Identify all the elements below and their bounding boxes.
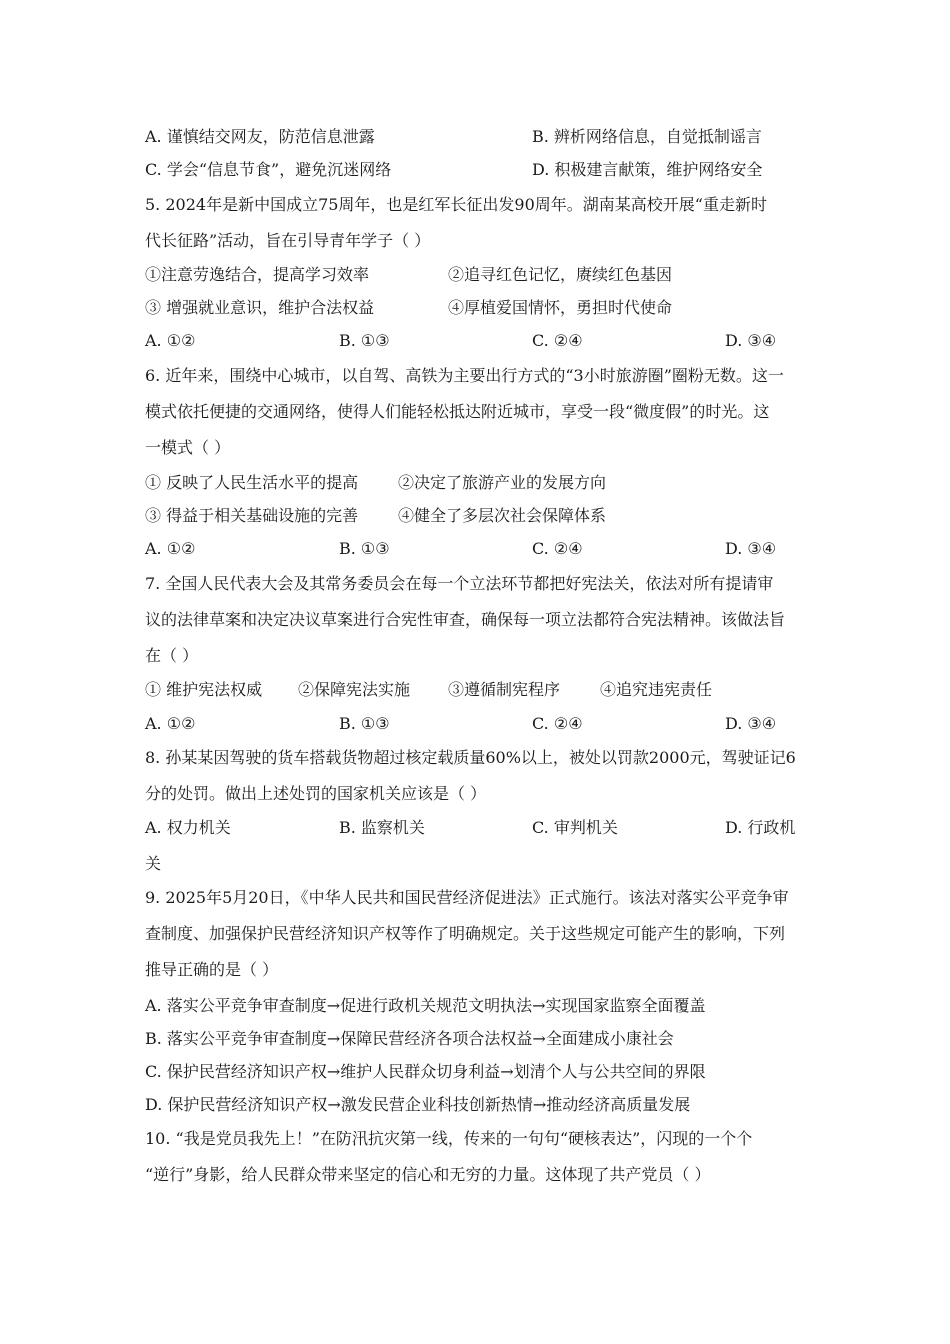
q5-option-a: A. ①②: [145, 331, 196, 350]
q8-stem-line-2: 分的处罚。做出上述处罚的国家机关应该是（ ）: [145, 784, 487, 803]
q8-stem-line-1: 8. 孙某某因驾驶的货车搭载货物超过核定载质量60%以上，被处以罚款2000元，驾驶证记6: [145, 748, 796, 767]
q10-stem-line-2: “逆行”身影，给人民群众带来坚定的信心和无穷的力量。这体现了共产党员（ ）: [145, 1165, 711, 1184]
q5-stem-line-1: 5. 2024年是新中国成立75周年，也是红军长征出发90周年。湖南某高校开展“重走新时: [145, 195, 767, 214]
q6-option-d: D. ③④: [725, 539, 777, 558]
q4-option-c: C. 学会“信息节食”，避免沉迷网络: [145, 160, 392, 179]
q9-stem-line-2: 查制度、加强保护民营经济知识产权等作了明确规定。关于这些规定可能产生的影响，下列: [145, 924, 786, 943]
q6-statement-4: ④健全了多层次社会保障体系: [398, 506, 607, 525]
q7-statement-4: ④追究违宪责任: [600, 680, 713, 699]
q7-option-c: C. ②④: [532, 714, 583, 733]
q7-statement-2: ②保障宪法实施: [298, 680, 411, 699]
q7-option-a: A. ①②: [145, 714, 196, 733]
q6-statement-1: ① 反映了人民生活水平的提高: [145, 473, 359, 492]
q6-stem-line-1: 6. 近年来，围绕中心城市，以自驾、高铁为主要出行方式的“3小时旅游圈”圈粉无数。这一: [145, 366, 784, 385]
q9-option-d: D. 保护民营经济知识产权→激发民营企业科技创新热情→推动经济高质量发展: [145, 1095, 691, 1114]
q9-option-a: A. 落实公平竞争审查制度→促进行政机关规范文明执法→实现国家监察全面覆盖: [145, 996, 706, 1015]
q7-option-b: B. ①③: [339, 714, 390, 733]
q5-option-c: C. ②④: [532, 331, 583, 350]
q9-option-b: B. 落实公平竞争审查制度→保障民营经济各项合法权益→全面建成小康社会: [145, 1029, 674, 1048]
q7-stem-line-2: 议的法律草案和决定决议草案进行合宪性审查，确保每一项立法都符合宪法精神。该做法旨: [145, 610, 786, 629]
q7-stem-line-1: 7. 全国人民代表大会及其常务委员会在每一个立法环节都把好宪法关，依法对所有提请审: [145, 574, 774, 593]
q5-statement-2: ②追寻红色记忆，赓续红色基因: [448, 265, 673, 284]
q6-stem-line-2: 模式依托便捷的交通网络，使得人们能轻松抵达附近城市，享受一段“微度假”的时光。这: [145, 402, 770, 421]
q4-option-d: D. 积极建言献策，维护网络安全: [532, 160, 763, 179]
q9-option-c: C. 保护民营经济知识产权→维护人民群众切身利益→划清个人与公共空间的界限: [145, 1062, 706, 1081]
q7-statement-1: ① 维护宪法权威: [145, 680, 263, 699]
q6-statement-3: ③ 得益于相关基础设施的完善: [145, 506, 359, 525]
q5-option-d: D. ③④: [725, 331, 777, 350]
q6-option-a: A. ①②: [145, 539, 196, 558]
q10-stem-line-1: 10. “我是党员我先上！”在防汛抗灾第一线，传来的一句句“硬核表达”，闪现的一个个: [145, 1129, 753, 1148]
q8-option-b: B. 监察机关: [339, 818, 425, 837]
q8-option-c: C. 审判机关: [532, 818, 618, 837]
q8-option-d: D. 行政机: [725, 818, 796, 837]
q5-statement-4: ④厚植爱国情怀，勇担时代使命: [448, 298, 673, 317]
q8-option-a: A. 权力机关: [145, 818, 231, 837]
q4-option-b: B. 辨析网络信息，自觉抵制谣言: [532, 127, 762, 146]
q4-option-a: A. 谨慎结交网友，防范信息泄露: [145, 127, 375, 146]
q6-stem-line-3: 一模式（ ）: [145, 438, 231, 457]
q9-stem-line-3: 推导正确的是（ ）: [145, 960, 279, 979]
q5-stem-line-2: 代长征路”活动，旨在引导青年学子（ ）: [145, 231, 431, 250]
q7-statement-3: ③遵循制宪程序: [448, 680, 561, 699]
q5-statement-3: ③ 增强就业意识，维护合法权益: [145, 298, 375, 317]
q9-stem-line-1: 9. 2025年5月20日，《中华人民共和国民营经济促进法》正式施行。该法对落实公平竞争审: [145, 888, 789, 907]
q5-statement-1: ①注意劳逸结合，提高学习效率: [145, 265, 370, 284]
q6-statement-2: ②决定了旅游产业的发展方向: [398, 473, 607, 492]
q7-option-d: D. ③④: [725, 714, 777, 733]
q6-option-b: B. ①③: [339, 539, 390, 558]
q8-option-d-continued: 关: [145, 854, 162, 873]
q6-option-c: C. ②④: [532, 539, 583, 558]
q5-option-b: B. ①③: [339, 331, 390, 350]
q7-stem-line-3: 在（ ）: [145, 646, 199, 665]
